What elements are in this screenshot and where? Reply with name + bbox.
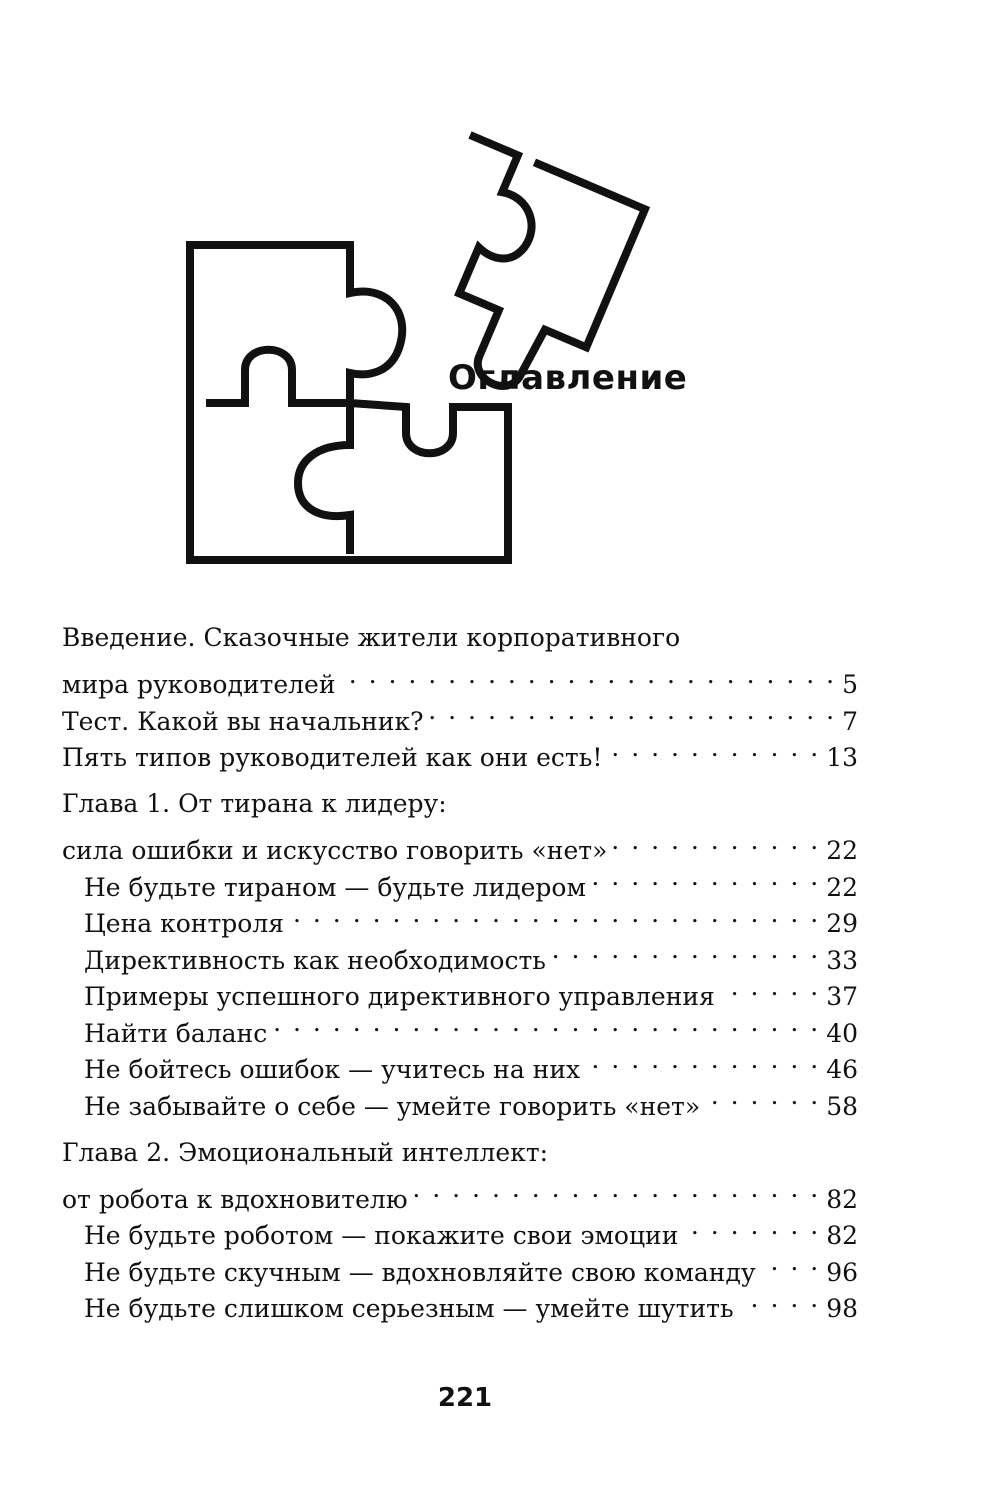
dot-leader — [586, 1042, 820, 1079]
toc-entry-page: 37 — [826, 982, 858, 1011]
toc-entry-title: Найти баланс — [84, 1018, 268, 1048]
toc-entry-title: Не будьте роботом — покажите свои эмоции — [84, 1221, 679, 1250]
toc-entry-page: 58 — [826, 1091, 858, 1121]
toc-entry-page: 22 — [826, 836, 858, 865]
toc-entry-title: Глава 1. От тирана к лидеру: — [62, 789, 447, 818]
toc-entry-title: мира руководителей — [62, 670, 336, 699]
dot-leader — [721, 969, 820, 1006]
toc-entry-title: Директивность как необходимость — [84, 945, 546, 975]
dot-leader — [762, 1244, 821, 1281]
toc-entry-page: 29 — [826, 909, 858, 938]
toc-entry — [62, 823, 858, 865]
toc-entry — [62, 786, 858, 823]
toc-entry-title: Пять типов руководителей как они есть! — [62, 743, 603, 772]
toc-entry-title: от робота к вдохновителю — [62, 1184, 408, 1214]
toc-entry-page: 96 — [826, 1257, 858, 1287]
toc-entry-page: 46 — [826, 1055, 858, 1084]
toc-entry-page: 13 — [826, 743, 858, 772]
dot-leader — [592, 859, 820, 896]
page-title: Оглавление — [448, 358, 688, 398]
toc-entry-page: 22 — [826, 872, 858, 902]
toc-section — [62, 1135, 858, 1323]
dot-leader — [613, 823, 820, 860]
toc-entry — [62, 620, 858, 657]
toc-entry-page: 5 — [842, 670, 858, 699]
dot-leader — [414, 1171, 821, 1208]
toc-entry-title: Не будьте скучным — вдохновляйте свою команду — [84, 1257, 756, 1287]
page-number: 221 — [437, 1383, 493, 1413]
dot-leader — [740, 1281, 821, 1318]
dot-leader — [290, 896, 820, 933]
toc-entry-page: 98 — [826, 1294, 858, 1323]
toc-entry-title: Примеры успешного директивного управления — [84, 982, 715, 1011]
toc-entry-title: Введение. Сказочные жители корпоративного — [62, 623, 681, 652]
toc-entry-title: Не будьте тираном — будьте лидером — [84, 872, 586, 902]
toc-entry-title: Не бойтесь ошибок — учитесь на них — [84, 1055, 581, 1084]
table-of-contents — [62, 620, 858, 1337]
toc-entry-title: сила ошибки и искусство говорить «нет» — [62, 836, 608, 865]
toc-entry-title: Не забывайте о себе — умейте говорить «нет» — [84, 1091, 701, 1121]
dot-leader — [706, 1078, 820, 1115]
toc-entry-title: Цена контроля — [84, 909, 284, 938]
toc-entry-page: 40 — [826, 1018, 858, 1048]
toc-section — [62, 786, 858, 1121]
dot-leader — [608, 730, 820, 767]
puzzle-pieces-icon — [170, 115, 670, 565]
toc-entry-page: 82 — [826, 1184, 858, 1214]
dot-leader — [684, 1208, 820, 1245]
toc-entry — [62, 1171, 858, 1214]
toc-entry-page: 7 — [842, 706, 858, 736]
toc-entry-page: 33 — [826, 945, 858, 975]
toc-entry — [62, 657, 858, 699]
toc-section — [62, 620, 858, 772]
toc-entry-title: Глава 2. Эмоциональный интеллект: — [62, 1137, 549, 1167]
toc-entry-title: Тест. Какой вы начальник? — [62, 706, 424, 736]
toc-entry-title: Не будьте слишком серьезным — умейте шутить — [84, 1294, 734, 1323]
dot-leader — [552, 932, 820, 969]
toc-entry — [62, 1135, 858, 1172]
dot-leader — [342, 657, 837, 694]
toc-entry-page: 82 — [826, 1221, 858, 1250]
dot-leader — [273, 1005, 820, 1042]
dot-leader — [430, 693, 837, 730]
